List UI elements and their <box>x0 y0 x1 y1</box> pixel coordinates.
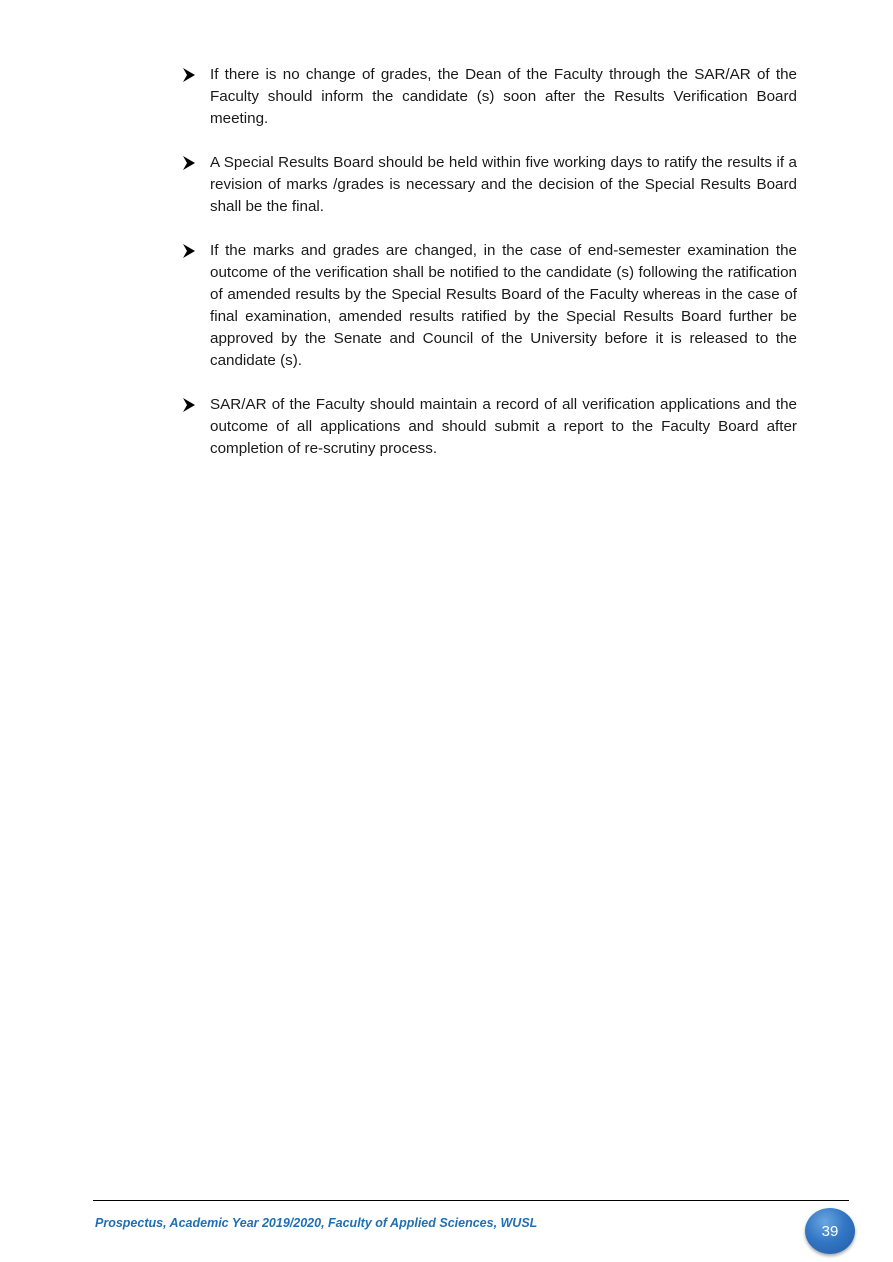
bullet-text: SAR/AR of the Faculty should maintain a record of all verification applications and the outcome of all applications and should submit a report to the Faculty Board after completion of re-scrutiny process. <box>210 396 797 457</box>
page-number: 39 <box>821 1222 839 1240</box>
bullet-item <box>183 64 797 130</box>
arrowhead-bullet-icon <box>183 398 195 412</box>
page-number-badge <box>805 1208 855 1254</box>
bullet-item <box>183 394 797 460</box>
footer-caption: Prospectus, Academic Year 2019/2020, Faculty of Applied Sciences, WUSL <box>95 1216 538 1230</box>
bullet-text: If there is no change of grades, the Dean of the Faculty through the SAR/AR of the Faculty should inform the candidate (s) soon after the Results Verification Board meeting. <box>210 66 797 127</box>
footer-divider <box>93 1200 849 1201</box>
bullet-list <box>183 64 797 482</box>
bullet-item <box>183 240 797 372</box>
bullet-item <box>183 152 797 218</box>
bullet-text: If the marks and grades are changed, in the case of end-semester examination the outcome of the verification shall be notified to the candidate (s) following the ratification of amended results by the Special Results Board of the Faculty whereas in the case of final examination, amended results ratified by the Special Results Board further be approved by the Senate and Council of the University before it is released to the candidate (s). <box>210 242 797 369</box>
arrowhead-bullet-icon <box>183 156 195 170</box>
arrowhead-bullet-icon <box>183 244 195 258</box>
bullet-text: A Special Results Board should be held within five working days to ratify the results if a revision of marks /grades is necessary and the decision of the Special Results Board shall be the final. <box>210 154 797 215</box>
arrowhead-bullet-icon <box>183 68 195 82</box>
